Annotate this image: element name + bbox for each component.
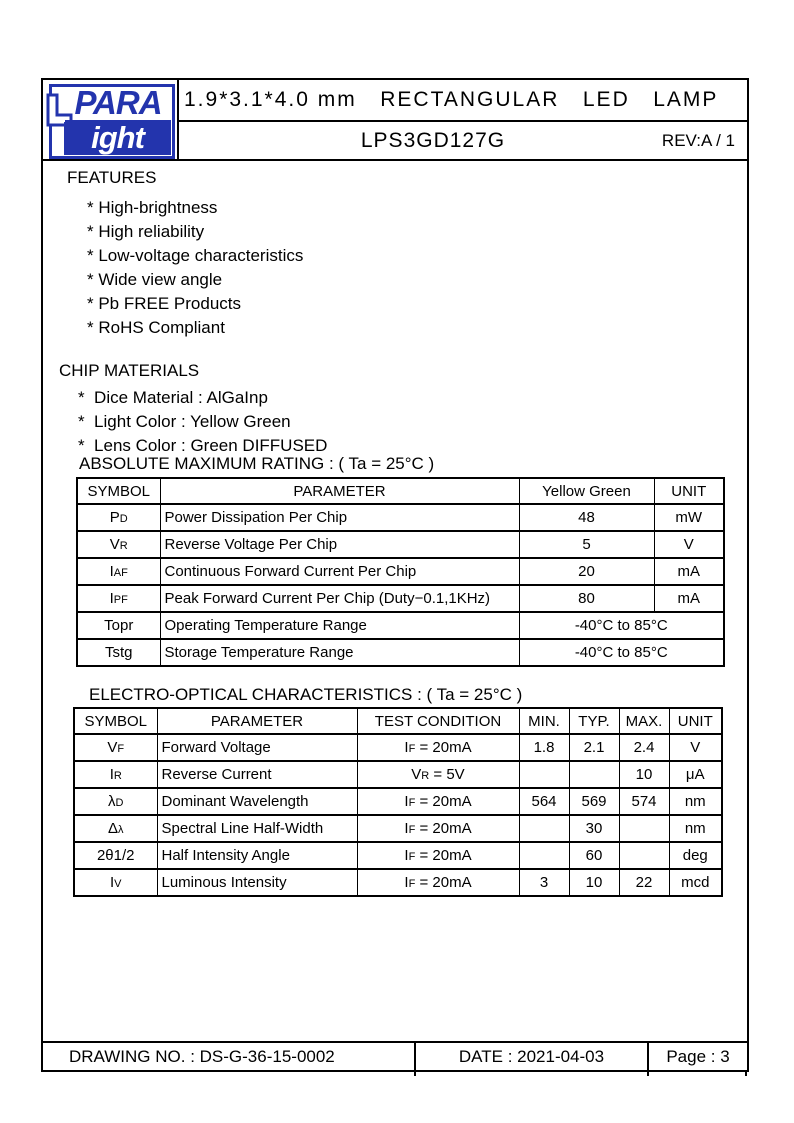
cell-parameter: Reverse Current [157,761,357,788]
logo-text-ight: ight [64,122,171,155]
cell-parameter: Spectral Line Half-Width [157,815,357,842]
cell-value: 5 [519,531,654,558]
cell-max: 2.4 [619,734,669,761]
cell-symbol: PD [77,504,160,531]
table-row [77,531,724,558]
feature-item: * Wide view angle [87,270,223,289]
cell-parameter: Power Dissipation Per Chip [160,504,519,531]
table-row [77,639,724,666]
cell-parameter: Continuous Forward Current Per Chip [160,558,519,585]
features-section [67,168,303,340]
col-parameter: PARAMETER [160,478,519,504]
table-row [74,815,722,842]
table-header-row [74,708,722,734]
cell-symbol: VR [77,531,160,558]
chip-materials-section [59,361,327,458]
cell-test-condition: IF = 20mA [357,842,519,869]
cell-symbol: 2θ1/2 [74,842,157,869]
cell-test-condition: IF = 20mA [357,788,519,815]
table-row [74,869,722,896]
cell-min: 1.8 [519,734,569,761]
cell-unit: μA [669,761,722,788]
cell-symbol: IR [74,761,157,788]
features-heading: FEATURES [67,168,157,187]
cell-test-condition: IF = 20mA [357,869,519,896]
col-parameter: PARAMETER [157,708,357,734]
cell-parameter: Forward Voltage [157,734,357,761]
table-row [74,761,722,788]
cell-unit: nm [669,788,722,815]
logo-cell [43,80,179,159]
cell-min [519,842,569,869]
feature-item: * Low-voltage characteristics [87,246,304,265]
col-min: MIN. [519,708,569,734]
cell-symbol: Tstg [77,639,160,666]
col-symbol: SYMBOL [77,478,160,504]
cell-typ: 60 [569,842,619,869]
feature-item: * RoHS Compliant [87,318,225,337]
paralight-logo [49,84,175,159]
cell-parameter: Peak Forward Current Per Chip (Duty−0.1,1KHz) [160,585,519,612]
cell-unit: mW [654,504,724,531]
col-unit: UNIT [654,478,724,504]
cell-symbol: VF [74,734,157,761]
part-number: LPS3GD127G [360,128,506,152]
cell-symbol: Topr [77,612,160,639]
cell-parameter: Storage Temperature Range [160,639,519,666]
cell-max [619,815,669,842]
cell-min [519,815,569,842]
col-max: MAX. [619,708,669,734]
col-yellow-green: Yellow Green [519,478,654,504]
header [43,80,747,161]
table-row [77,504,724,531]
revision-label: REV:A / 1 [661,130,735,150]
cell-symbol: λD [74,788,157,815]
subtitle-row [179,122,747,159]
chip-material-item: * Lens Color : Green DIFFUSED [78,436,328,455]
cell-typ: 30 [569,815,619,842]
cell-max: 574 [619,788,669,815]
cell-max [619,842,669,869]
cell-unit: V [654,531,724,558]
table-header-row [77,478,724,504]
footer-divider-tick [414,1070,416,1076]
chip-material-item: * Light Color : Yellow Green [78,412,291,431]
table-row [74,842,722,869]
cell-symbol: Δλ [74,815,157,842]
footer [43,1041,747,1070]
page-number: Page : 3 [666,1046,730,1066]
cell-symbol: IAF [77,558,160,585]
feature-item: * Pb FREE Products [87,294,242,313]
cell-typ: 569 [569,788,619,815]
cell-unit: nm [669,815,722,842]
cell-parameter: Operating Temperature Range [160,612,519,639]
cell-unit: mA [654,585,724,612]
page-frame [41,78,749,1072]
cell-test-condition: VR = 5V [357,761,519,788]
cell-value-span: -40°C to 85°C [519,639,724,666]
cell-parameter: Luminous Intensity [157,869,357,896]
feature-item: * High reliability [87,222,205,241]
table-row [77,558,724,585]
chip-material-item: * Dice Material : AlGaInp [78,388,268,407]
cell-typ: 10 [569,869,619,896]
abs-max-rating-heading: ABSOLUTE MAXIMUM RATING : ( Ta = 25°C ) [79,454,435,473]
table-row [77,612,724,639]
cell-test-condition: IF = 20mA [357,815,519,842]
table-row [74,734,722,761]
footer-divider-tick [745,1070,747,1076]
col-symbol: SYMBOL [74,708,157,734]
cell-min: 3 [519,869,569,896]
features-list [67,196,303,340]
cell-parameter: Reverse Voltage Per Chip [160,531,519,558]
cell-unit: deg [669,842,722,869]
cell-unit: mA [654,558,724,585]
document-title: 1.9*3.1*4.0 mm RECTANGULAR LED LAMP [179,80,747,122]
cell-value: 80 [519,585,654,612]
cell-symbol: IV [74,869,157,896]
col-typ: TYP. [569,708,619,734]
cell-unit: mcd [669,869,722,896]
cell-typ [569,761,619,788]
cell-min: 564 [519,788,569,815]
electro-optical-table [73,707,723,897]
cell-unit: V [669,734,722,761]
drawing-number: DRAWING NO. : DS-G-36-15-0002 [43,1043,416,1070]
logo-text-para: PARA [65,84,171,123]
date-label: DATE : 2021-04-03 [416,1043,649,1070]
cell-max: 10 [619,761,669,788]
cell-typ: 2.1 [569,734,619,761]
electro-optical-heading: ELECTRO-OPTICAL CHARACTERISTICS : ( Ta = 25°C ) [89,685,523,704]
footer-divider-tick [647,1070,649,1076]
cell-value-span: -40°C to 85°C [519,612,724,639]
feature-item: * High-brightness [87,198,218,217]
abs-max-rating-table [76,477,725,667]
cell-max: 22 [619,869,669,896]
cell-parameter: Dominant Wavelength [157,788,357,815]
table-row [74,788,722,815]
cell-min [519,761,569,788]
table-row [77,585,724,612]
col-test-condition: TEST CONDITION [357,708,519,734]
chip-materials-heading: CHIP MATERIALS [59,361,200,380]
cell-parameter: Half Intensity Angle [157,842,357,869]
cell-symbol: IPF [77,585,160,612]
cell-test-condition: IF = 20mA [357,734,519,761]
cell-value: 20 [519,558,654,585]
chip-materials-list [59,386,327,458]
cell-value: 48 [519,504,654,531]
col-unit: UNIT [669,708,722,734]
